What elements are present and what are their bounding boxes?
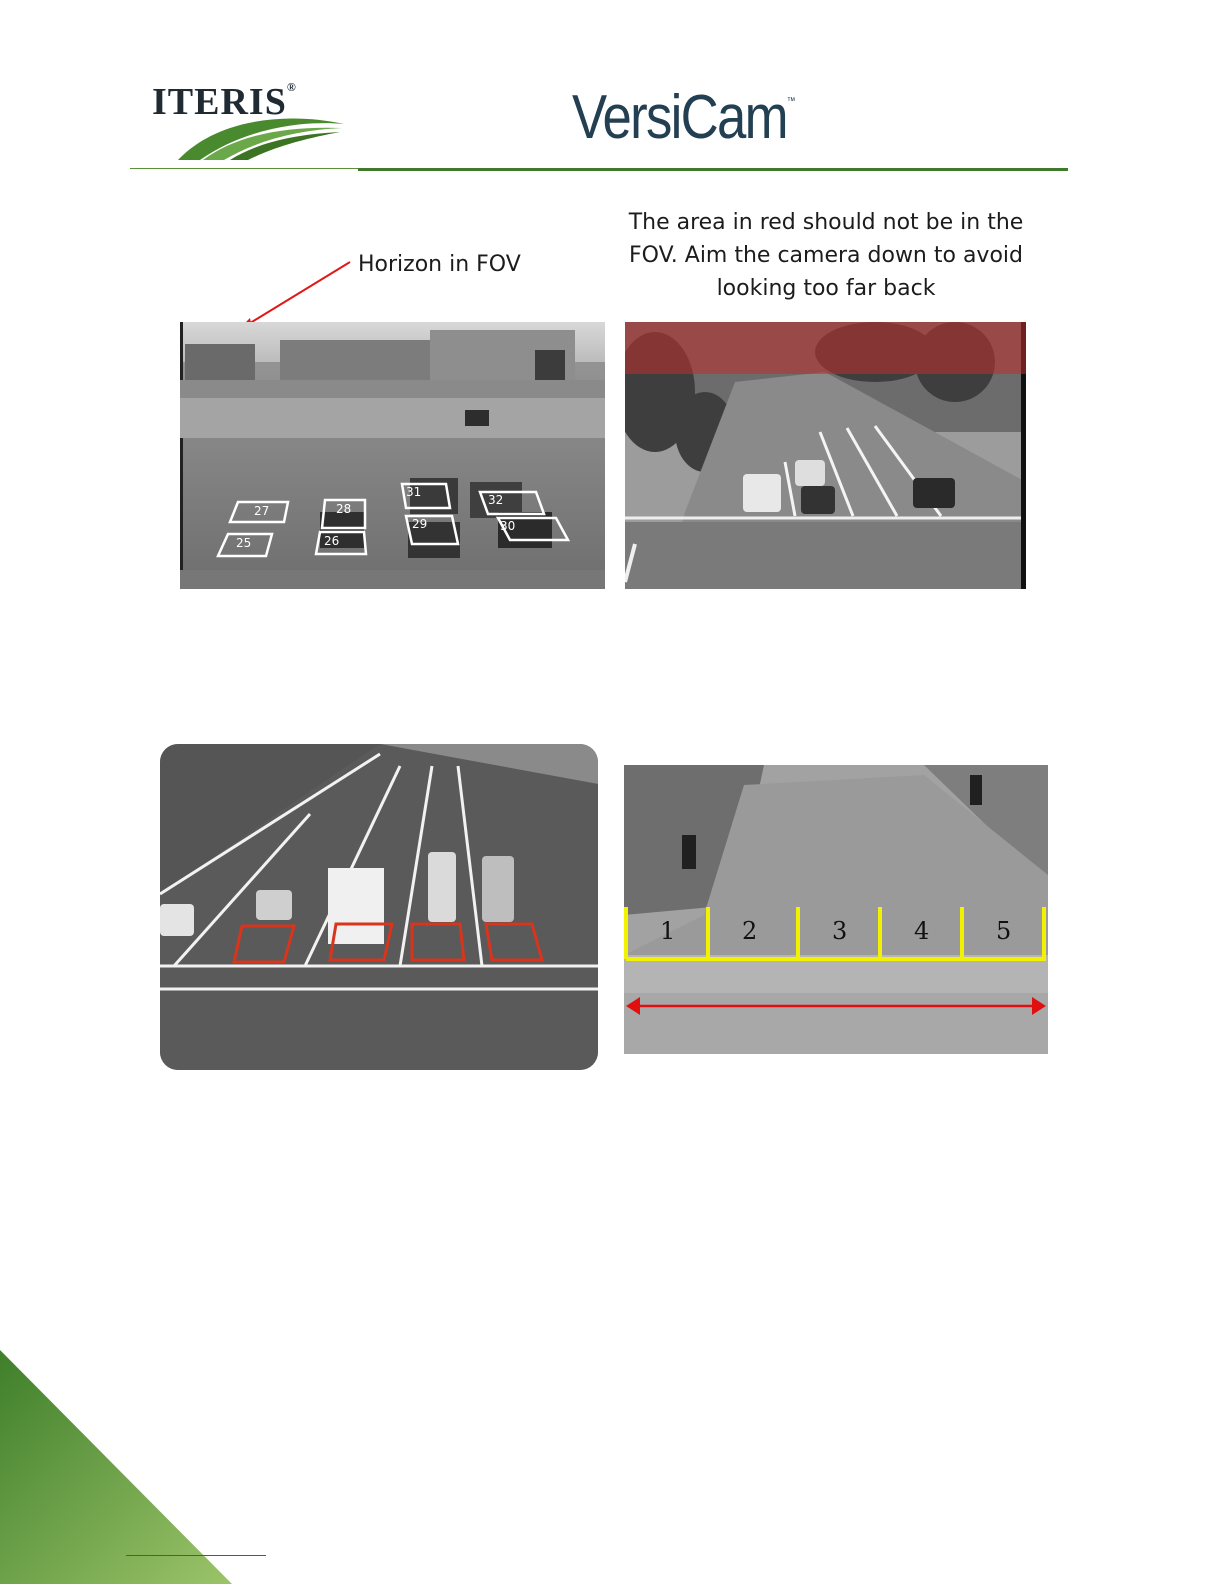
zone-label: 27 [254, 504, 270, 518]
zone-label: 32 [488, 493, 504, 507]
lane-label: 1 [660, 917, 676, 945]
photo-lane-coverage-example [624, 765, 1048, 1054]
lane-label: 4 [914, 917, 930, 945]
red-exclusion-overlay [625, 322, 1026, 374]
header-rule-accent [358, 168, 1068, 171]
lane-label: 5 [996, 917, 1012, 945]
photo-correct-zones-example [160, 744, 598, 1070]
lane-label: 2 [742, 917, 758, 945]
versicam-logo: VersiCam™ [572, 83, 796, 152]
footer-link-underline[interactable] [126, 1555, 266, 1556]
lane-label: 3 [832, 917, 848, 945]
corner-decoration [0, 1350, 232, 1584]
caption-red-area: The area in red should not be in the FOV. Aim the camera down to avoid looking too far back [628, 210, 1024, 301]
zone-label: 25 [236, 536, 252, 550]
photo-horizon-example [180, 322, 605, 589]
iteris-wordmark: ITERIS® [152, 80, 297, 123]
zone-label: 31 [406, 485, 422, 499]
iteris-logo [148, 78, 348, 168]
zone-label: 29 [412, 517, 428, 531]
header-rule [130, 168, 358, 169]
photo-red-area-example [625, 322, 1026, 589]
caption-horizon: Horizon in FOV [358, 252, 521, 277]
zone-label: 28 [336, 502, 352, 516]
zone-label: 26 [324, 534, 340, 548]
zone-label: 30 [500, 519, 516, 533]
